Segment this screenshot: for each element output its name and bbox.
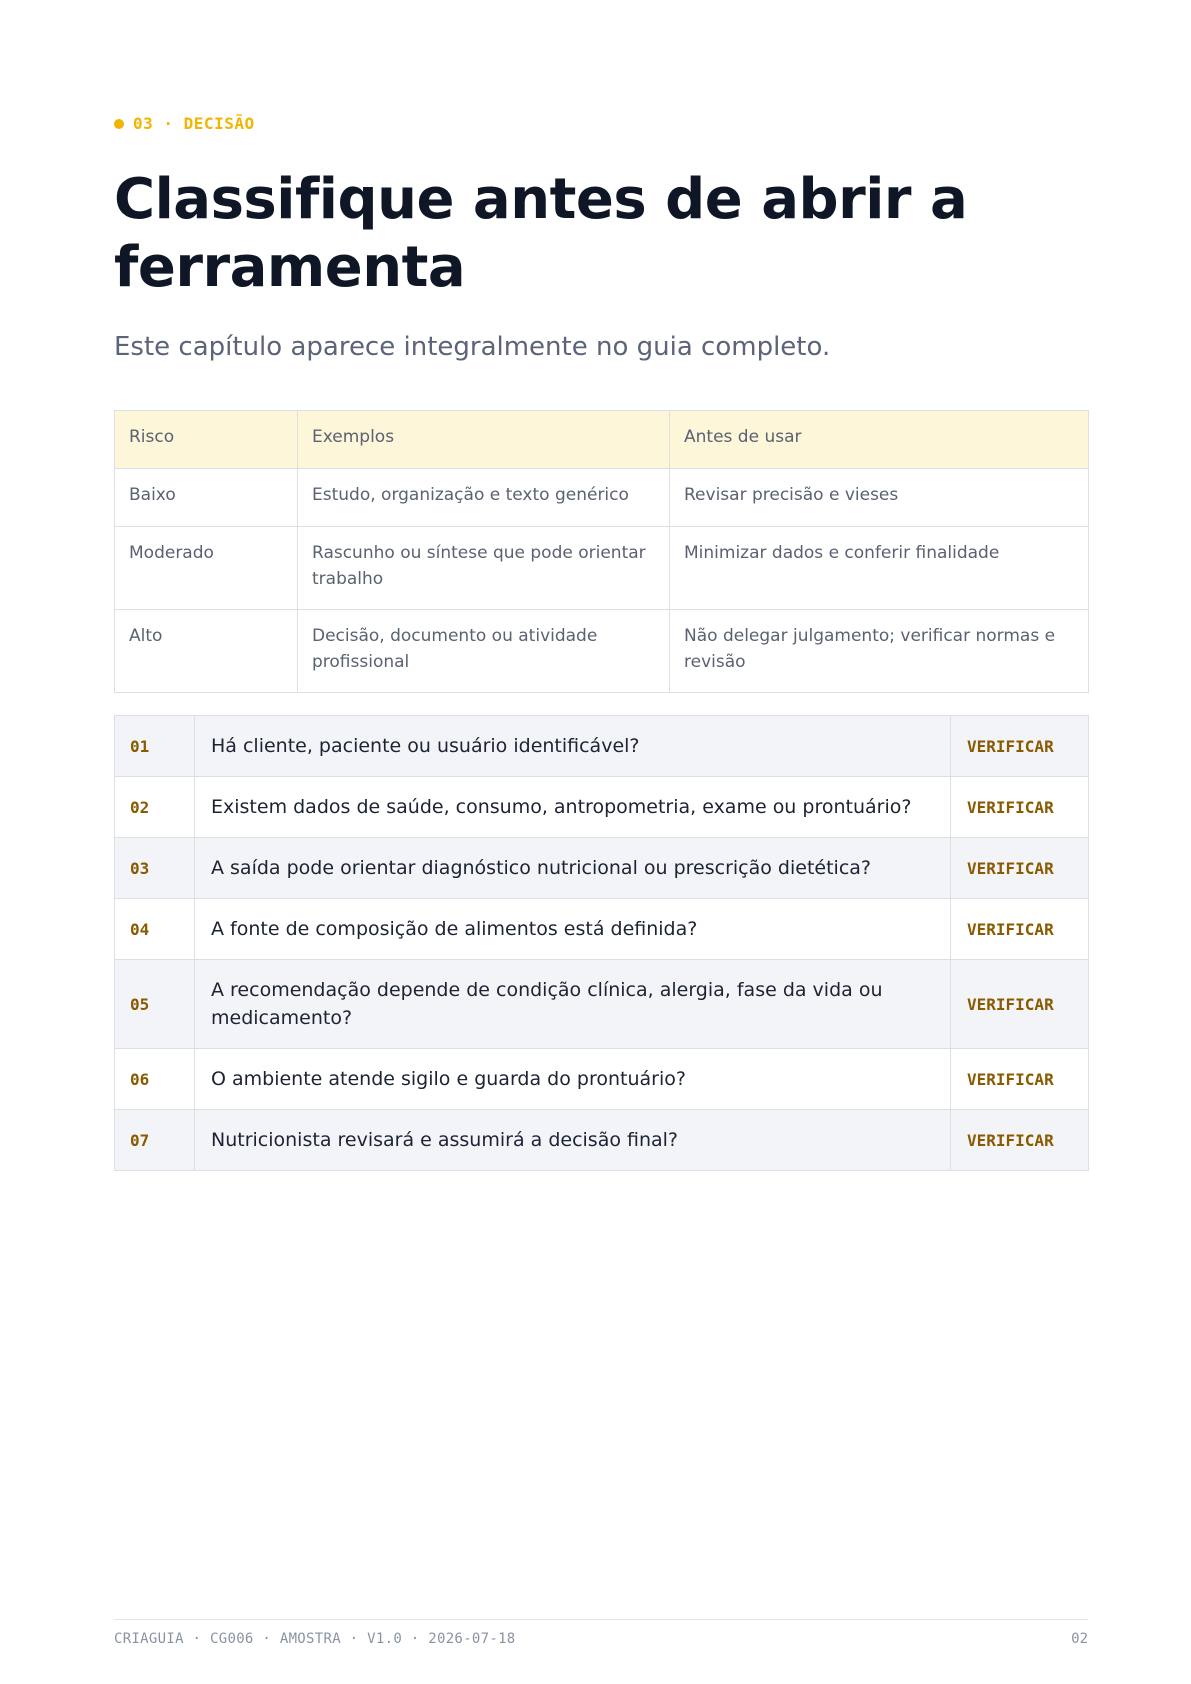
risk-header-exemplos: Exemplos: [298, 411, 670, 469]
risk-header-antes: Antes de usar: [670, 411, 1089, 469]
risk-before-use: Minimizar dados e conferir finalidade: [670, 527, 1089, 610]
checklist-item: [115, 960, 1089, 1049]
checklist-item: [115, 899, 1089, 960]
risk-examples: Estudo, organização e texto genérico: [298, 469, 670, 527]
checklist-number: 04: [115, 899, 195, 960]
verify-label: VERIFICAR: [951, 1110, 1089, 1171]
verify-label: VERIFICAR: [951, 838, 1089, 899]
checklist-item: [115, 777, 1089, 838]
table-row: [115, 610, 1089, 693]
verify-label: VERIFICAR: [951, 716, 1089, 777]
checklist-item: [115, 1110, 1089, 1171]
risk-table-header-row: [115, 411, 1089, 469]
checklist-question: O ambiente atende sigilo e guarda do prontuário?: [195, 1049, 951, 1110]
checklist-question: Nutricionista revisará e assumirá a decisão final?: [195, 1110, 951, 1171]
section-tag: [114, 114, 255, 133]
verify-label: VERIFICAR: [951, 1049, 1089, 1110]
checklist-number: 03: [115, 838, 195, 899]
checklist-question: A saída pode orientar diagnóstico nutricional ou prescrição dietética?: [195, 838, 951, 899]
checklist-question: Há cliente, paciente ou usuário identificável?: [195, 716, 951, 777]
section-label: 03 · DECISÃO: [133, 114, 255, 133]
risk-examples: Decisão, documento ou atividade profissional: [298, 610, 670, 693]
checklist-number: 01: [115, 716, 195, 777]
checklist-number: 07: [115, 1110, 195, 1171]
checklist-number: 02: [115, 777, 195, 838]
checklist-number: 06: [115, 1049, 195, 1110]
risk-level: Alto: [115, 610, 298, 693]
table-row: [115, 469, 1089, 527]
risk-level: Moderado: [115, 527, 298, 610]
risk-before-use: Não delegar julgamento; verificar normas e revisão: [670, 610, 1089, 693]
risk-table: [114, 410, 1089, 693]
footer-divider: [114, 1619, 1088, 1620]
checklist-question: Existem dados de saúde, consumo, antropometria, exame ou prontuário?: [195, 777, 951, 838]
footer-meta: CRIAGUIA · CG006 · AMOSTRA · V1.0 · 2026-07-18: [114, 1631, 516, 1647]
verify-label: VERIFICAR: [951, 960, 1089, 1049]
risk-level: Baixo: [115, 469, 298, 527]
section-dot-icon: [114, 119, 124, 129]
checklist-number: 05: [115, 960, 195, 1049]
risk-header-risco: Risco: [115, 411, 298, 469]
page-number: 02: [1071, 1631, 1088, 1647]
table-row: [115, 527, 1089, 610]
checklist-table: [114, 715, 1089, 1171]
checklist-item: [115, 838, 1089, 899]
checklist-question: A recomendação depende de condição clínica, alergia, fase da vida ou medicamento?: [195, 960, 951, 1049]
checklist-item: [115, 1049, 1089, 1110]
page-subtitle: Este capítulo aparece integralmente no guia completo.: [114, 332, 831, 362]
verify-label: VERIFICAR: [951, 899, 1089, 960]
verify-label: VERIFICAR: [951, 777, 1089, 838]
checklist-item: [115, 716, 1089, 777]
risk-examples: Rascunho ou síntese que pode orientar trabalho: [298, 527, 670, 610]
checklist-question: A fonte de composição de alimentos está definida?: [195, 899, 951, 960]
risk-before-use: Revisar precisão e vieses: [670, 469, 1089, 527]
page-title: Classifique antes de abrir a ferramenta: [114, 167, 968, 300]
